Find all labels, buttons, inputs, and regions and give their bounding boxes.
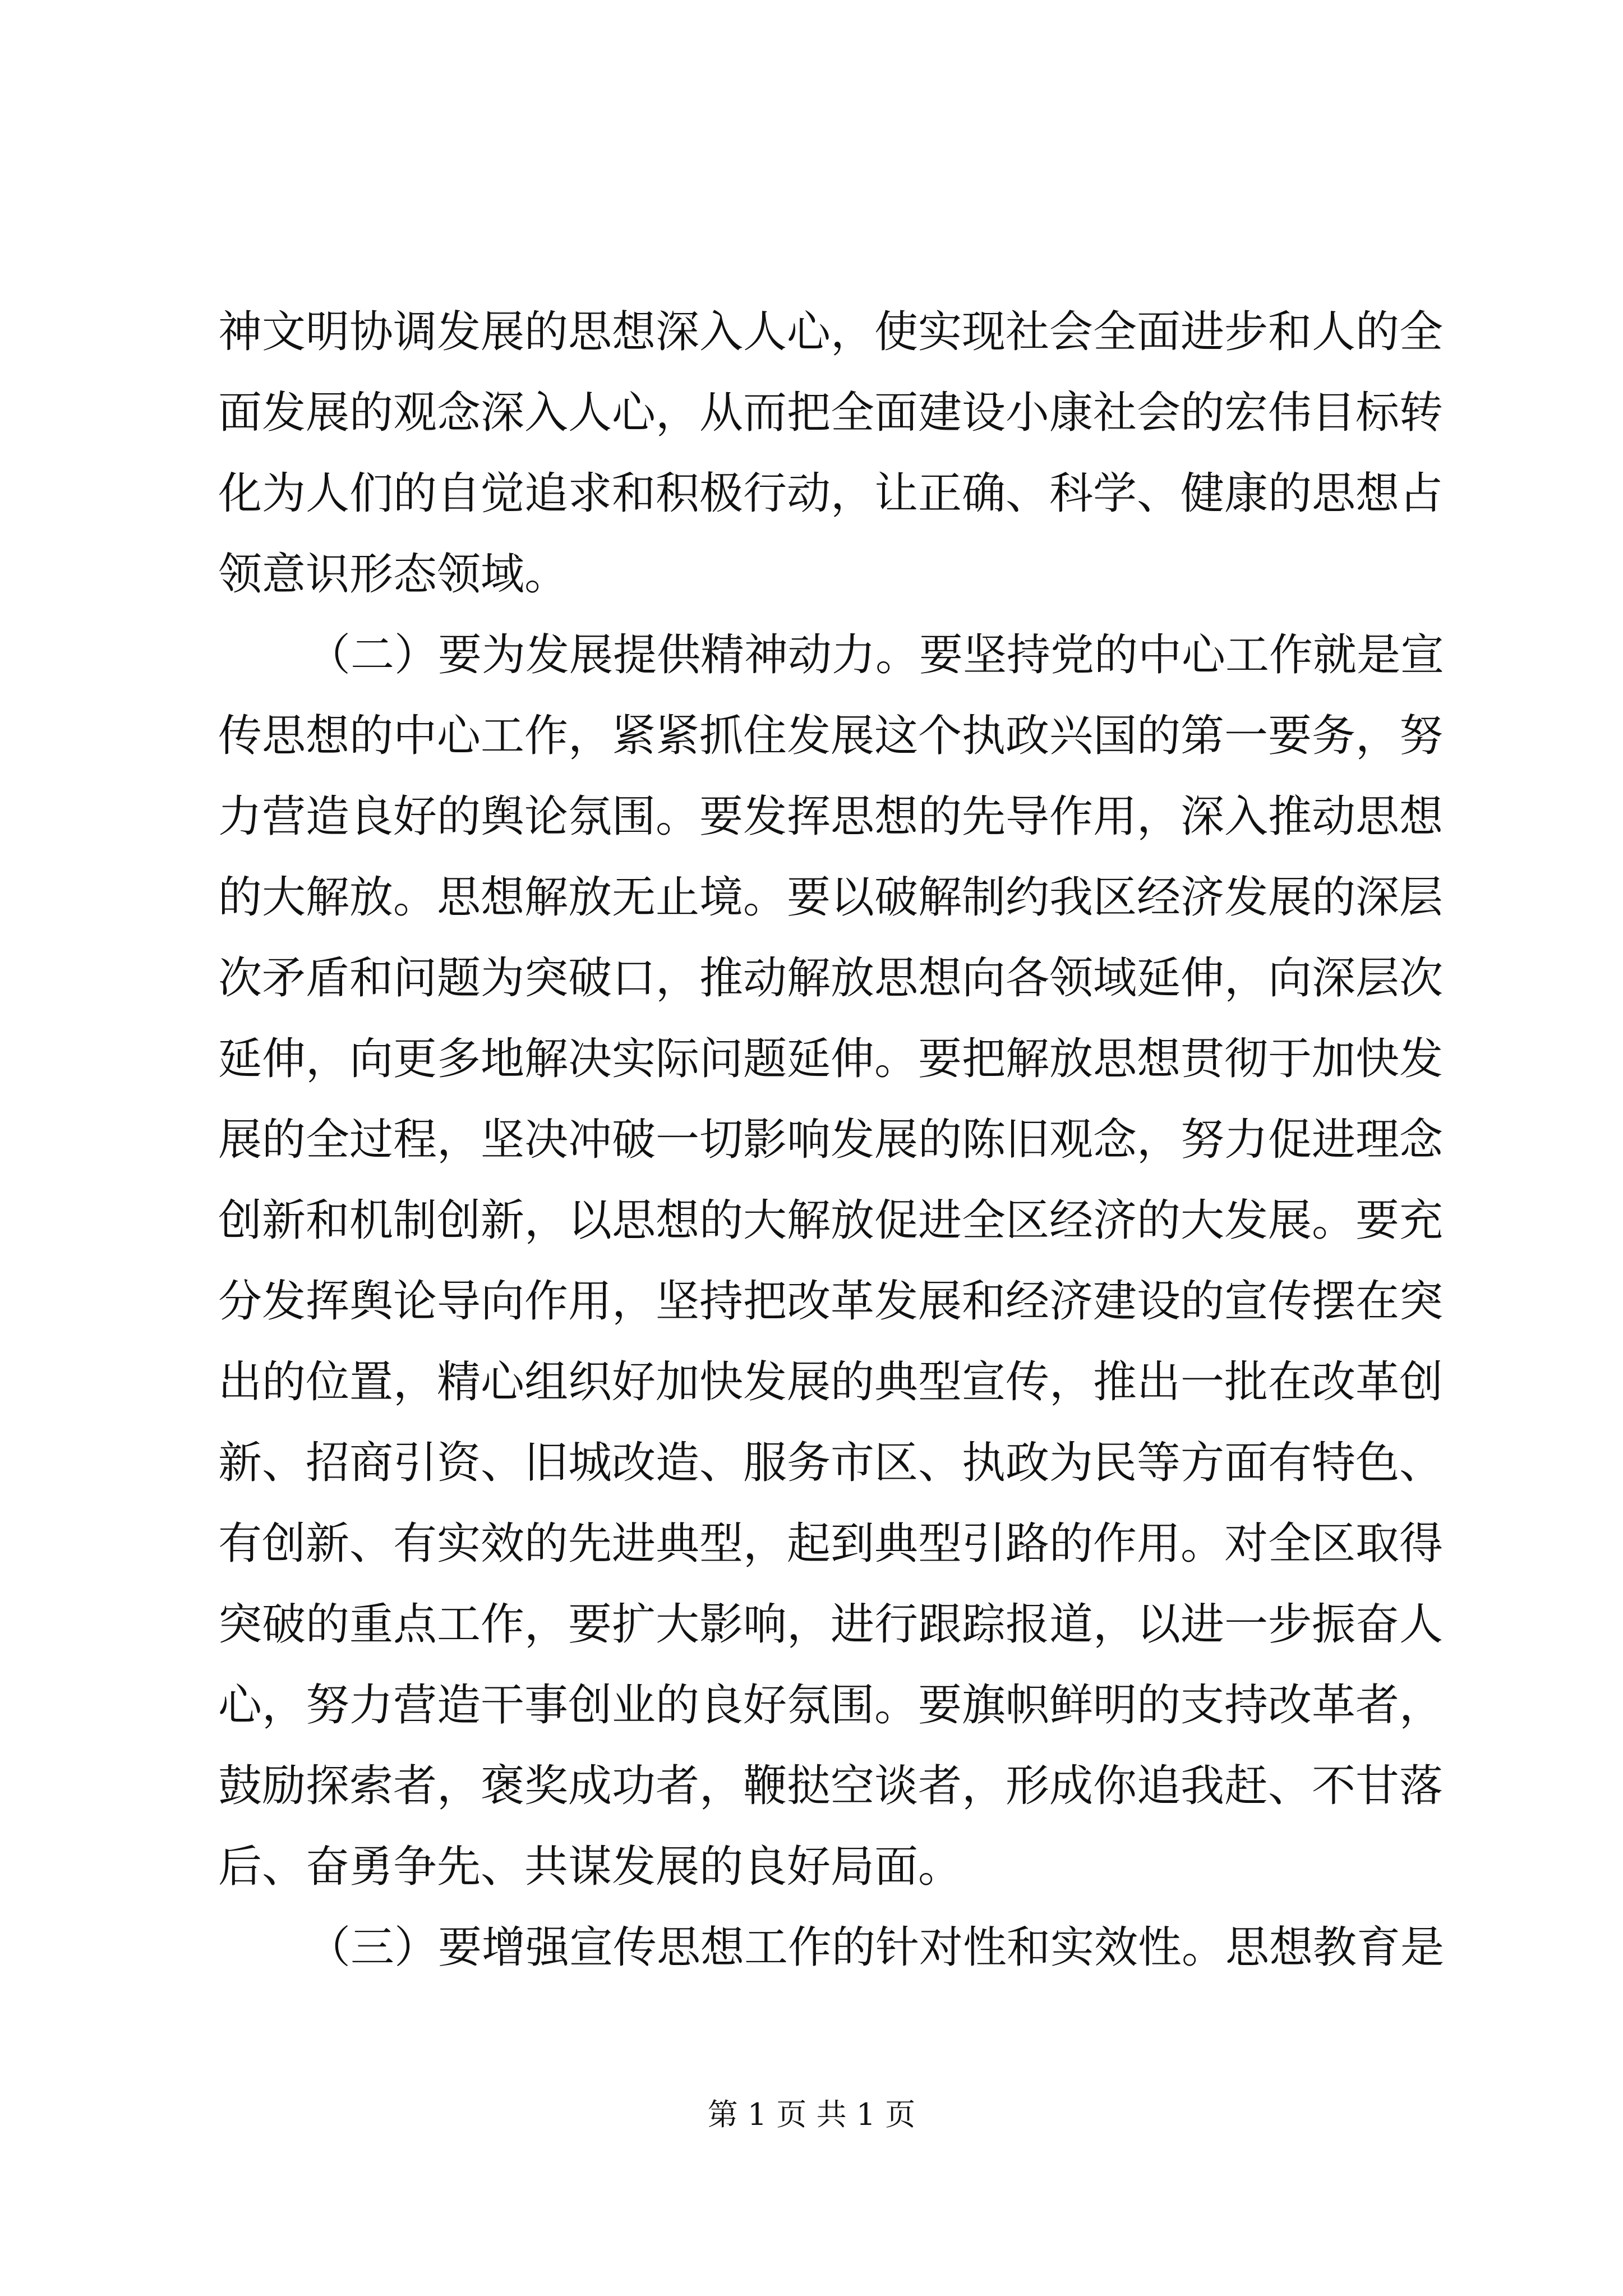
page-footer (0, 2095, 1623, 2134)
text-line: 心，努力营造干事创业的良好氛围。要旗帜鲜明的支持改革者， (218, 1680, 1444, 1731)
text-line: （三）要增强宣传思想工作的针对性和实效性。思想教育是 (307, 1922, 1445, 1973)
text-line: 延伸，向更多地解决实际问题延伸。要把解放思想贯彻于加快发 (218, 1034, 1444, 1084)
text-line: 次矛盾和问题为突破口，推动解放思想向各领域延伸，向深层次 (218, 953, 1444, 1004)
text-line: 展的全过程，坚决冲破一切影响发展的陈旧观念，努力促进理念 (218, 1115, 1444, 1165)
text-line: 有创新、有实效的先进典型，起到典型引路的作用。对全区取得 (218, 1519, 1444, 1569)
paragraph-1-continued (218, 292, 1444, 615)
text-line: 神文明协调发展的思想深入人心，使实现社会全面进步和人的全 (218, 307, 1444, 357)
text-line: 新、招商引资、旧城改造、服务市区、执政为民等方面有特色、 (218, 1438, 1444, 1488)
text-line: 传思想的中心工作，紧紧抓住发展这个执政兴国的第一要务，努 (218, 711, 1444, 761)
text-line: 突破的重点工作，要扩大影响，进行跟踪报道，以进一步振奋人 (218, 1599, 1444, 1650)
text-line: 鼓励探索者，褒奖成功者，鞭挞空谈者，形成你追我赶、不甘落 (218, 1761, 1444, 1811)
text-line: 出的位置，精心组织好加快发展的典型宣传，推出一批在改革创 (218, 1357, 1444, 1407)
text-line: 力营造良好的舆论氛围。要发挥思想的先导作用，深入推动思想 (218, 792, 1444, 842)
text-line: （二）要为发展提供精神动力。要坚持党的中心工作就是宣 (307, 630, 1445, 680)
paragraph-2 (218, 615, 1445, 1907)
page-number-label: 第 1 页 共 1 页 (707, 2097, 916, 2132)
document-body (218, 292, 1445, 1988)
paragraph-3 (218, 1907, 1445, 1988)
text-line: 分发挥舆论导向作用，坚持把改革发展和经济建设的宣传摆在突 (218, 1276, 1444, 1327)
text-line: 领意识形态领域。 (218, 549, 569, 600)
text-line: 创新和机制创新，以思想的大解放促进全区经济的大发展。要充 (218, 1195, 1444, 1246)
text-line: 化为人们的自觉追求和积极行动，让正确、科学、健康的思想占 (218, 468, 1444, 519)
text-line: 后、奋勇争先、共谋发展的良好局面。 (218, 1842, 962, 1892)
text-line: 的大解放。思想解放无止境。要以破解制约我区经济发展的深层 (218, 872, 1444, 923)
text-line: 面发展的观念深入人心，从而把全面建设小康社会的宏伟目标转 (218, 388, 1444, 438)
